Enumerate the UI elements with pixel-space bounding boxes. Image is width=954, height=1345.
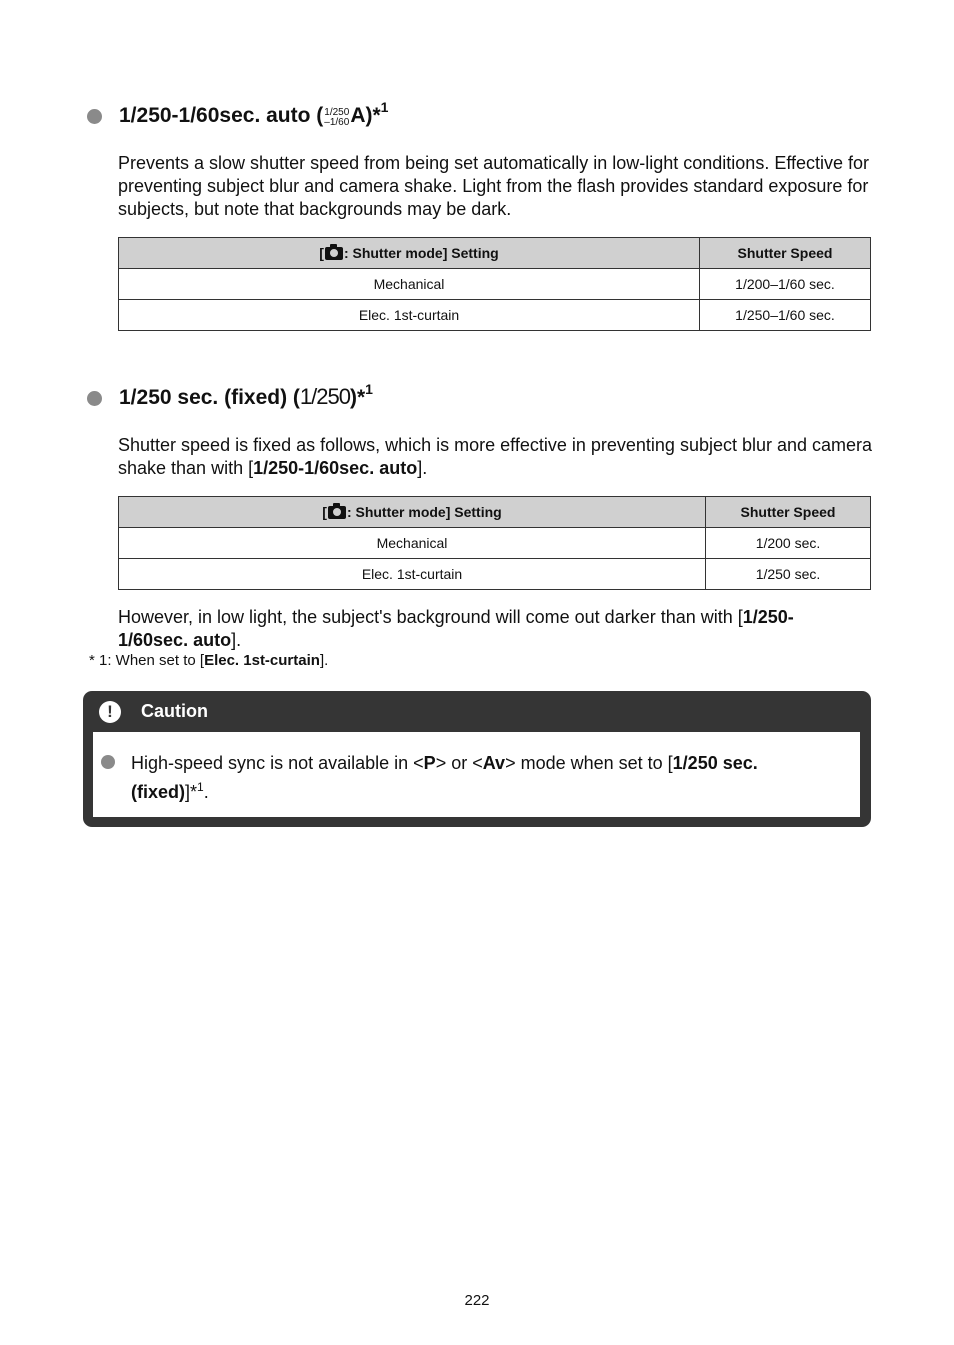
- section1-title-suffix: )*: [365, 104, 381, 127]
- section2-note: However, in low light, the subject's background will come out darker than with [1/250-1/60sec. auto].: [118, 607, 794, 650]
- section2-paragraph: Shutter speed is fixed as follows, which is more effective in preventing subject blur and camera shake than with [1/250-1/60sec. auto].: [118, 435, 873, 478]
- table-header-row: [119, 238, 871, 269]
- cell-speed: 1/200–1/60 sec.: [700, 269, 871, 300]
- section1-bullet: [87, 109, 102, 124]
- section2-heading: [119, 383, 373, 410]
- auto-shutter-icon: 1/250 –1/60: [324, 107, 350, 128]
- camera-icon: [325, 247, 343, 260]
- header-setting: [ : Shutter mode] Setting: [119, 497, 706, 528]
- caution-body: [93, 732, 860, 817]
- section2-title-suffix: )*: [349, 386, 366, 409]
- cell-setting: Elec. 1st-curtain: [119, 559, 706, 590]
- section2-sup: 1: [365, 381, 373, 397]
- table-row: [119, 528, 871, 559]
- cell-setting: Mechanical: [119, 528, 706, 559]
- section1-icon-suffix: A: [350, 104, 366, 127]
- section1-heading: [119, 101, 388, 128]
- section2-table: [118, 496, 871, 590]
- cell-setting: Elec. 1st-curtain: [119, 300, 700, 331]
- caution-icon: !: [99, 701, 121, 723]
- section1-title-prefix: 1/250-1/60sec. auto (: [119, 104, 324, 127]
- fixed-shutter-icon: 1/250: [299, 384, 350, 409]
- section1-sup: 1: [380, 99, 389, 115]
- header-setting: [ : Shutter mode] Setting: [119, 238, 700, 269]
- table-row: [119, 269, 871, 300]
- section1-table: [118, 237, 871, 331]
- cell-speed: 1/250 sec.: [706, 559, 871, 590]
- footnote: * 1: When set to [Elec. 1st-curtain].: [89, 652, 329, 669]
- page-number: 222: [464, 1292, 490, 1309]
- cell-setting: Mechanical: [119, 269, 700, 300]
- table-row: [119, 559, 871, 590]
- cell-speed: 1/200 sec.: [706, 528, 871, 559]
- header-shutter-speed: Shutter Speed: [700, 238, 871, 269]
- section1-paragraph: Prevents a slow shutter speed from being set automatically in low-light conditions. Effective for preventing subject blur and camera shake. Light from the flash provides standard exposure for subjects, but note that backgrounds may be dark.: [118, 153, 870, 219]
- caution-text: High-speed sync is not available in <P> or <Av> mode when set to [1/250 sec. (fixed)]*$^1$.: [131, 753, 758, 802]
- section2-title-prefix: 1/250 sec. (fixed) (: [119, 386, 300, 409]
- header-shutter-speed: Shutter Speed: [706, 497, 871, 528]
- section2-bullet: [87, 391, 102, 406]
- caution-bullet: [101, 755, 115, 769]
- camera-icon: [328, 506, 346, 519]
- table-row: [119, 300, 871, 331]
- cell-speed: 1/250–1/60 sec.: [700, 300, 871, 331]
- table-header-row: [119, 497, 871, 528]
- caution-title: Caution: [141, 701, 208, 721]
- caution-box: [83, 691, 871, 827]
